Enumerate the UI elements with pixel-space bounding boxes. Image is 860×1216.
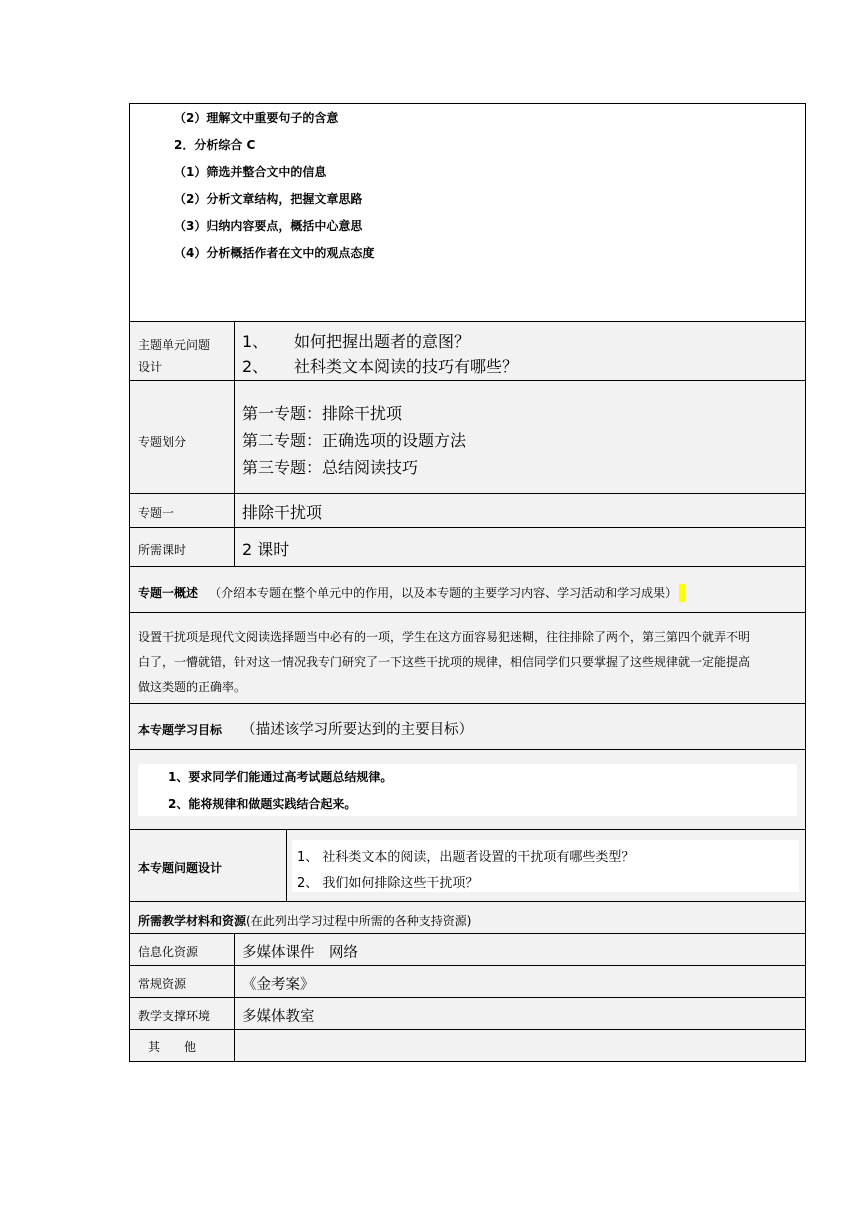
continued-line-5: （3）归纳内容要点，概括中心意思 (174, 219, 363, 233)
overview-label: 专题一概述 (138, 586, 199, 600)
row-overview-body (130, 613, 805, 704)
row-topic-one (130, 494, 805, 528)
hours-label-cell (130, 528, 235, 566)
theme-question-2-text: 社科类文本阅读的技巧有哪些？ (294, 357, 519, 376)
continued-line-1: （2）理解文中重要句子的含意 (174, 111, 339, 125)
resources-heading (138, 910, 471, 929)
row-theme-questions (130, 322, 805, 381)
goals-label: 本专题学习目标 (138, 723, 223, 737)
row-topic-division (130, 381, 805, 494)
row-resource-other (130, 1030, 805, 1061)
overview-note: （介绍本专题在整个单元中的作用，以及本专题的主要学习内容、学习活动和学习成果） (209, 586, 678, 600)
theme-questions-label-cell (130, 322, 235, 380)
resource-regular-label: 常规资源 (138, 977, 187, 991)
row-resource-digital (130, 934, 805, 966)
problem-design-label: 本专题问题设计 (138, 861, 223, 875)
row-resources-header (130, 902, 805, 934)
resource-regular-value: 《金考案》 (242, 977, 315, 993)
goal-item-1: 1、要求同学们能通过高考试题总结规律。 (168, 770, 393, 784)
theme-question-2-num: 2、 (242, 357, 269, 376)
resource-regular-label-cell (130, 966, 235, 997)
row-continued (130, 104, 805, 322)
overview-line-1: 设置干扰项是现代文阅读选择题当中必有的一项，学生在这方面容易犯迷糊，往往排除了两个，第三第四个就弄不明 (138, 630, 751, 644)
row-goals-header (130, 704, 805, 750)
resource-environment-value: 多媒体教室 (242, 1009, 315, 1025)
problem-design-item-2: 2、 我们如何排除这些干扰项？ (297, 876, 479, 891)
topic-one-value: 排除干扰项 (242, 503, 323, 522)
continued-line-4: （2）分析文章结构，把握文章思路 (174, 192, 363, 206)
row-goals-body (130, 750, 805, 830)
resource-other-label: 其 他 (148, 1040, 197, 1054)
problem-design-label-cell (130, 830, 287, 901)
continued-line-3: （1）筛选并整合文中的信息 (174, 165, 327, 179)
hours-label: 所需课时 (138, 543, 187, 557)
problem-design-item-1: 1、 社科类文本的阅读，出题者设置的干扰项有哪些类型？ (297, 850, 635, 865)
row-overview-header (130, 567, 805, 613)
resource-environment-label-cell (130, 998, 235, 1029)
resource-digital-label-cell (130, 934, 235, 965)
overview-line-3: 做这类题的正确率。 (138, 680, 247, 694)
highlight-mark (679, 584, 685, 602)
topic-division-item-2: 第二专题：正确选项的设题方法 (242, 431, 467, 450)
theme-question-1-text: 如何把握出题者的意图？ (294, 332, 471, 351)
topic-division-label-cell (130, 381, 235, 493)
topic-division-item-1: 第一专题：排除干扰项 (242, 404, 403, 423)
resource-digital-value: 多媒体课件 网络 (242, 945, 358, 961)
topic-one-label: 专题一 (138, 506, 175, 520)
resource-other-label-cell (130, 1030, 235, 1061)
resources-note: (在此列出学习过程中所需的各种支持资源) (246, 914, 472, 928)
row-resource-environment (130, 998, 805, 1030)
overview-heading (138, 582, 685, 602)
goals-note: （描述该学习所要达到的主要目标） (241, 722, 474, 738)
continued-line-6: （4）分析概括作者在文中的观点态度 (174, 246, 375, 260)
topic-division-item-3: 第三专题：总结阅读技巧 (242, 458, 419, 477)
row-problem-design (130, 830, 805, 902)
theme-questions-label-2: 设计 (138, 360, 163, 374)
goals-heading (138, 718, 473, 739)
topic-division-label: 专题划分 (138, 435, 187, 449)
goal-item-2: 2、能将规律和做题实践结合起来。 (168, 797, 357, 811)
hours-value: 2 课时 (242, 540, 290, 559)
row-resource-regular (130, 966, 805, 998)
overview-line-2: 白了，一懵就错，针对这一情况我专门研究了一下这些干扰项的规律，相信同学们只要掌握了这些规律就一定能提高 (138, 655, 751, 669)
resource-digital-label: 信息化资源 (138, 945, 199, 959)
theme-questions-label-1: 主题单元问题 (138, 338, 211, 352)
row-hours (130, 528, 805, 567)
resource-environment-label: 教学支撑环境 (138, 1009, 211, 1023)
resources-label: 所需教学材料和资源 (138, 914, 247, 928)
topic-one-label-cell (130, 494, 235, 527)
continued-line-2: 2．分析综合 C (174, 138, 256, 152)
theme-question-1-num: 1、 (242, 332, 269, 351)
lesson-plan-table (129, 103, 806, 1062)
